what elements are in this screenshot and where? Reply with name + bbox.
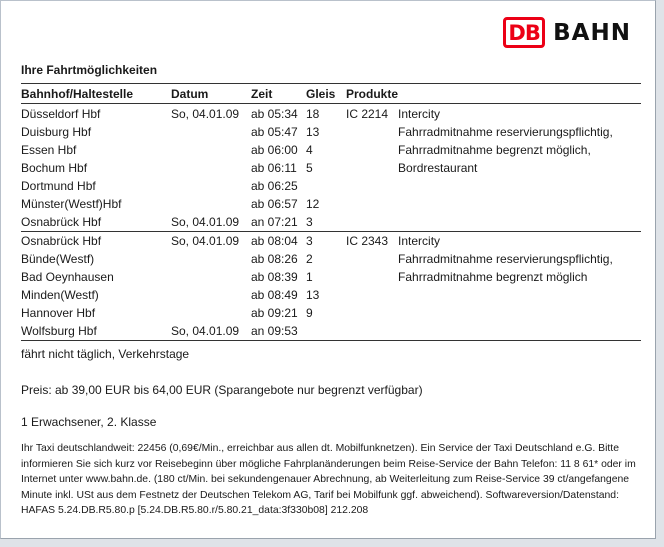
- time-cell: ab 06:11: [251, 161, 297, 175]
- table-row: [21, 268, 641, 286]
- price-note: Preis: ab 39,00 EUR bis 64,00 EUR (Sparangebote nur begrenzt verfügbar): [21, 383, 423, 397]
- train-cell: [346, 195, 398, 213]
- time-cell: ab 08:39: [251, 270, 298, 284]
- page-title: Ihre Fahrtmöglichkeiten: [21, 63, 158, 77]
- time-cell: ab 05:47: [251, 125, 298, 139]
- date-cell: [171, 286, 251, 304]
- table-row: [21, 304, 641, 322]
- date-cell: [171, 141, 251, 159]
- column-header-date: Datum: [171, 84, 251, 104]
- station-cell: Minden(Westf): [21, 288, 99, 302]
- train-cell: IC 2343: [346, 232, 398, 251]
- station-cell: Osnabrück Hbf: [21, 232, 171, 251]
- date-cell: [171, 250, 251, 268]
- operating-days-note: fährt nicht täglich, Verkehrstage: [21, 347, 190, 361]
- table-row: [21, 123, 641, 141]
- table-row: [21, 250, 641, 268]
- date-cell: [171, 195, 251, 213]
- date-cell: [171, 159, 251, 177]
- table-row: [21, 232, 641, 251]
- info-cell: [398, 322, 641, 341]
- time-cell: ab 08:04: [251, 232, 306, 251]
- train-cell: [346, 213, 398, 232]
- time-cell: ab 09:21: [251, 306, 298, 320]
- train-cell: [346, 286, 398, 304]
- track-cell: 18: [306, 107, 320, 121]
- notes: [21, 347, 641, 519]
- train-cell: [346, 268, 398, 286]
- train-cell: IC 2214: [346, 107, 389, 121]
- track-cell: [306, 177, 346, 195]
- bahn-wordmark: BAHN: [553, 19, 631, 46]
- info-cell: Bordrestaurant: [398, 161, 478, 175]
- time-cell: an 07:21: [251, 215, 298, 229]
- time-cell: ab 06:25: [251, 179, 298, 193]
- date-cell: So, 04.01.09: [171, 107, 240, 121]
- time-cell: an 09:53: [251, 322, 306, 341]
- info-cell: Intercity: [398, 232, 641, 251]
- info-cell: Fahrradmitnahme begrenzt möglich: [398, 270, 588, 284]
- train-cell: [346, 304, 398, 322]
- info-cell: [398, 195, 641, 213]
- date-cell: [171, 123, 251, 141]
- train-cell: [346, 159, 398, 177]
- track-cell: 2: [306, 252, 313, 266]
- train-cell: [346, 177, 398, 195]
- track-cell: 1: [306, 270, 313, 284]
- station-cell: Duisburg Hbf: [21, 125, 92, 139]
- table-row: [21, 104, 641, 124]
- table-row: [21, 141, 641, 159]
- table-row: [21, 195, 641, 213]
- info-cell: Intercity: [398, 107, 441, 121]
- station-cell: Münster(Westf)Hbf: [21, 197, 122, 211]
- fineprint: Ihr Taxi deutschlandweit: 22456 (0,69€/Min., erreichbar aus allen dt. Mobilfunknetzen). Ein Service der Taxi Deutschland e.G. Bitte informieren Sie sich kurz vor Reisebeginn über mögliche Fahrplanänderungen beim Reise-Service der Bahn Telefon: 11 8 61* oder im Internet unter www.bahn.de. (180 ct/Min. bei sekundengenauer Abrechnung, ab Weiterleitung zum Reise-Service 39 ct/angefangene Minute inkl. USt aus dem Festnetz der Deutschen Telekom AG, Tarif bei Mobilfunk ggf. abweichend). Softwareversion/Datenstand: HAFAS 5.24.DB.R5.80.p [5.24.DB.R5.80.r/5.80.21_data:3f330b08] 212.208: [21, 443, 636, 516]
- train-cell: [346, 123, 398, 141]
- info-cell: [398, 177, 641, 195]
- info-cell: Fahrradmitnahme reservierungspflichtig,: [398, 252, 613, 266]
- track-cell: 13: [306, 288, 320, 302]
- track-cell: [306, 322, 346, 341]
- date-cell: [171, 304, 251, 322]
- info-cell: Fahrradmitnahme reservierungspflichtig,: [398, 125, 613, 139]
- info-cell: [398, 213, 641, 232]
- station-cell: Wolfsburg Hbf: [21, 322, 171, 341]
- info-cell: Fahrradmitnahme begrenzt möglich,: [398, 143, 591, 157]
- connections-table: [21, 83, 641, 341]
- table-header-row: [21, 84, 641, 104]
- time-cell: ab 06:57: [251, 197, 298, 211]
- info-cell: [398, 304, 641, 322]
- station-cell: Bünde(Westf): [21, 252, 95, 266]
- station-cell: Osnabrück Hbf: [21, 215, 102, 229]
- time-cell: ab 08:49: [251, 288, 298, 302]
- track-cell: 3: [306, 232, 346, 251]
- table-row: [21, 177, 641, 195]
- column-header-info: [398, 84, 641, 104]
- connections-table-body: [21, 104, 641, 341]
- content: [21, 63, 641, 519]
- track-cell: 13: [306, 125, 320, 139]
- column-header-products: Produkte: [346, 84, 398, 104]
- column-header-station: Bahnhof/Haltestelle: [21, 84, 171, 104]
- station-cell: Bochum Hbf: [21, 161, 88, 175]
- track-cell: 3: [306, 215, 313, 229]
- date-cell: So, 04.01.09: [171, 232, 251, 251]
- table-row: [21, 286, 641, 304]
- station-cell: Hannover Hbf: [21, 306, 96, 320]
- date-cell: So, 04.01.09: [171, 322, 251, 341]
- date-cell: So, 04.01.09: [171, 215, 240, 229]
- track-cell: 9: [306, 306, 313, 320]
- train-cell: [346, 141, 398, 159]
- train-cell: [346, 322, 398, 341]
- track-cell: 12: [306, 197, 320, 211]
- db-logo-mark: DB: [503, 17, 545, 48]
- date-cell: [171, 177, 251, 195]
- column-header-track: Gleis: [306, 84, 346, 104]
- time-cell: ab 08:26: [251, 252, 298, 266]
- passengers-note: 1 Erwachsener, 2. Klasse: [21, 415, 157, 429]
- station-cell: Düsseldorf Hbf: [21, 107, 101, 121]
- table-row: [21, 322, 641, 341]
- time-cell: ab 05:34: [251, 107, 298, 121]
- info-cell: [398, 286, 641, 304]
- column-header-time: Zeit: [251, 84, 306, 104]
- track-cell: 4: [306, 143, 313, 157]
- time-cell: ab 06:00: [251, 143, 298, 157]
- table-row: [21, 213, 641, 232]
- date-cell: [171, 268, 251, 286]
- db-bahn-logo: [503, 17, 631, 48]
- station-cell: Bad Oeynhausen: [21, 270, 114, 284]
- track-cell: 5: [306, 161, 313, 175]
- train-cell: [346, 250, 398, 268]
- station-cell: Essen Hbf: [21, 143, 77, 157]
- table-row: [21, 159, 641, 177]
- station-cell: Dortmund Hbf: [21, 179, 96, 193]
